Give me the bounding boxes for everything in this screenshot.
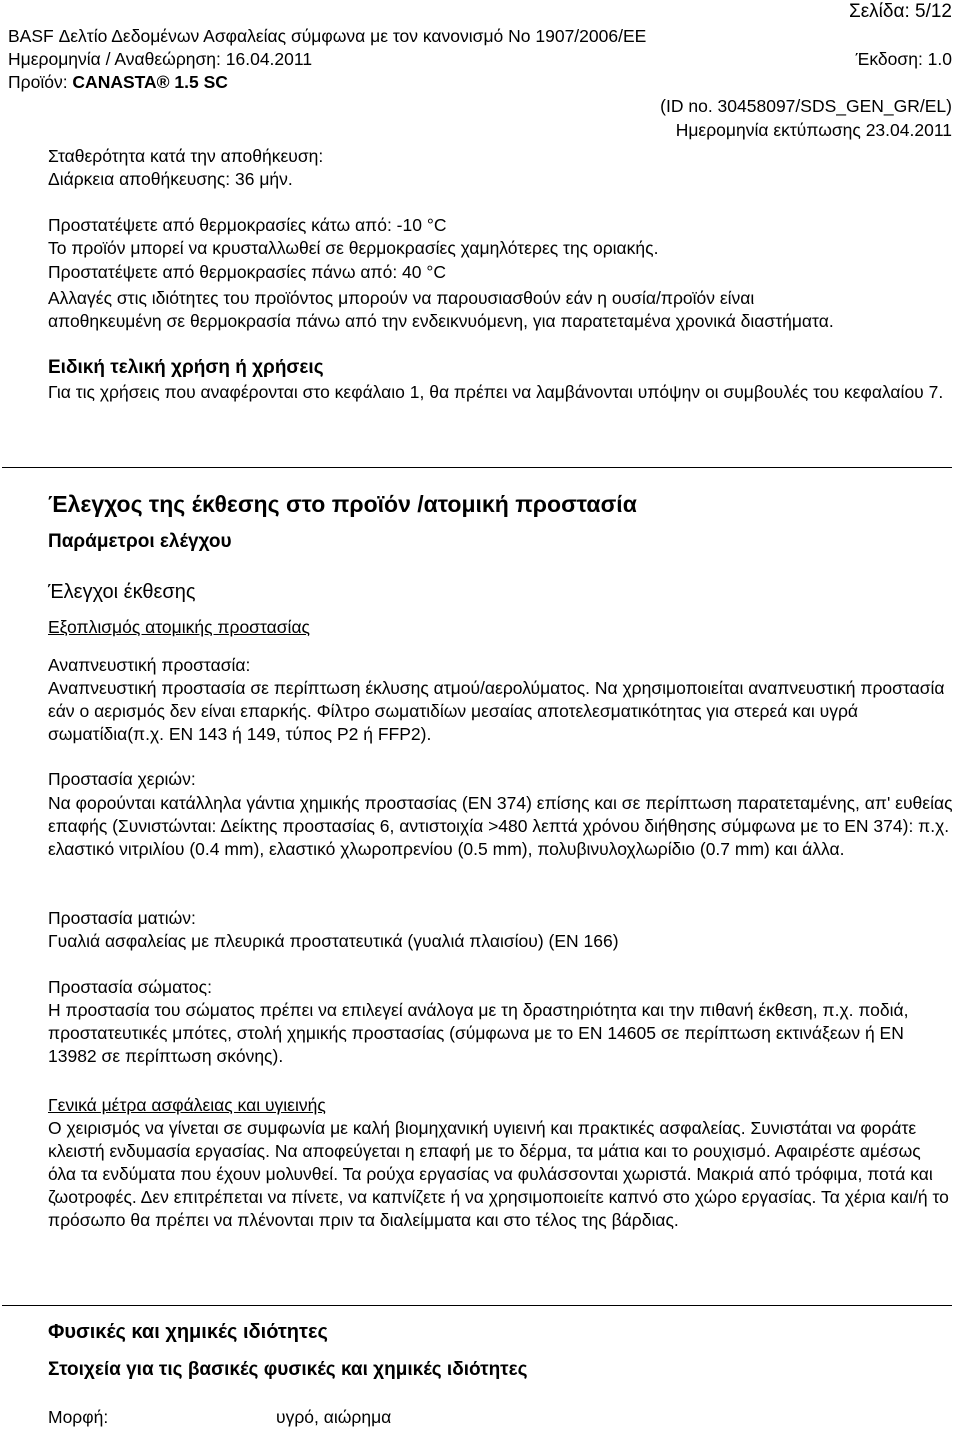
section-divider bbox=[2, 1305, 952, 1306]
section-9-subtitle: Στοιχεία για τις βασικές φυσικές και χημικές ιδιότητες bbox=[48, 1359, 528, 1380]
end-use-heading: Ειδική τελική χρήση ή χρήσεις bbox=[48, 357, 324, 378]
ppe-heading: Εξοπλισμός ατομικής προστασίας bbox=[48, 617, 310, 637]
storage-stability-label: Σταθερότητα κατά την αποθήκευση: bbox=[48, 146, 324, 166]
document-title: BASF Δελτίο Δεδομένων Ασφαλείας σύμφωνα με τον κανονισμό No 1907/2006/ΕΕ bbox=[8, 26, 647, 46]
respiratory-text: Αναπνευστική προστασία σε περίπτωση έκλυσης ατμού/αερολύματος. Να χρησιμοποιείται αναπνευστική προστασία εάν ο αερισμός δεν είναι επαρκής. Φίλτρο σωματιδίων μεσαίας αποτελεσματικότητας για στερεά και υγρά σωματίδια(π.χ. EN 143 ή 149, τύπος P2 ή FFP2). bbox=[48, 678, 945, 744]
hygiene-heading: Γενικά μέτρα ασφάλειας και υγιεινής bbox=[48, 1095, 326, 1115]
product-name: CANASTA® 1.5 SC bbox=[72, 72, 228, 92]
id-number: (ID no. 30458097/SDS_GEN_GR/EL) bbox=[660, 96, 952, 116]
section-9-title: Φυσικές και χημικές ιδιότητες bbox=[48, 1321, 328, 1343]
storage-line: Αλλαγές στις ιδιότητες του προϊόντος μπορούν να παρουσιασθούν εάν η ουσία/προϊόν είναι bbox=[48, 288, 755, 308]
form-label: Μορφή: bbox=[48, 1407, 109, 1427]
exposure-controls-heading: Έλεγχοι έκθεσης bbox=[48, 581, 196, 603]
print-date: Ημερομηνία εκτύπωσης 23.04.2011 bbox=[675, 120, 952, 140]
body-text: Η προστασία του σώματος πρέπει να επιλεγεί ανάλογα με τη δραστηριότητα και την πιθανή έκθεση, π.χ. ποδιά, προστατευτικές μπότες, στολή χημικής προστασίας (σύμφωνα με το EN 14605 σε περίπτωση εκτινάξεων ή EN 13982 σε περίπτωση σκόνης). bbox=[48, 1000, 909, 1066]
product-line bbox=[8, 71, 228, 94]
eye-label: Προστασία ματιών: bbox=[48, 908, 196, 928]
revision-date: Ημερομηνία / Αναθεώρηση: 16.04.2011 bbox=[8, 49, 313, 69]
section-divider bbox=[2, 467, 952, 468]
form-value: υγρό, αιώρημα bbox=[276, 1407, 392, 1427]
respiratory-label: Αναπνευστική προστασία: bbox=[48, 655, 251, 675]
storage-line: Προστατέψετε από θερμοκρασίες κάτω από: -10 °C bbox=[48, 215, 447, 235]
storage-line: Το προϊόν μπορεί να κρυσταλλωθεί σε θερμοκρασίες χαμηλότερες της οριακής. bbox=[48, 238, 659, 258]
hygiene-text: Ο χειρισμός να γίνεται σε συμφωνία με καλή βιομηχανική υγιεινή και πρακτικές ασφαλείας. Συνιστάται να φοράτε κλειστή ενδυμασία εργασίας. Να αποφεύγεται η επαφή με το δέρμα, τα μάτια και το ρουχισμό. Αφαιρέστε αμέσως όλα τα ενδύματα που έχουν μολυνθεί. Τα ρούχα εργασίας να φυλάσσονται χωριστά. Μακριά από τρόφιμα, ποτά και ζωοτροφές. Δεν επιτρέπεται να πίνετε, να καπνίζετε ή να χρησιμοποιείτε καπνό στο χώρο εργασίας. Τα χέρια και/ή το πρόσωπο θα πρέπει να πλένονται πριν τα διαλείμματα και στο τέλος της βάρδιας. bbox=[48, 1118, 949, 1230]
storage-duration: Διάρκεια αποθήκευσης: 36 μήν. bbox=[48, 169, 293, 189]
body-label: Προστασία σώματος: bbox=[48, 977, 212, 997]
storage-line: Προστατέψετε από θερμοκρασίες πάνω από: 40 °C bbox=[48, 262, 447, 282]
eye-text: Γυαλιά ασφαλείας με πλευρικά προστατευτικά (γυαλιά πλαισίου) (EN 166) bbox=[48, 931, 619, 951]
storage-line: αποθηκευμένη σε θερμοκρασία πάνω από την ενδεικνυόμενη, για παρατεταμένα χρονικά διαστήματα. bbox=[48, 311, 834, 331]
control-parameters-heading: Παράμετροι ελέγχου bbox=[48, 531, 232, 552]
version: Έκδοση: 1.0 bbox=[855, 49, 952, 69]
end-use-text: Για τις χρήσεις που αναφέρονται στο κεφάλαιο 1, θα πρέπει να λαμβάνονται υπόψην οι συμβουλές του κεφαλαίου 7. bbox=[48, 382, 944, 402]
section-8-title: Έλεγχος της έκθεσης στο προϊόν /ατομική προστασία bbox=[48, 491, 637, 517]
hand-text: Να φορούνται κατάλληλα γάντια χημικής προστασίας (EN 374) επίσης και σε περίπτωση παρατεταμένης, απ' ευθείας επαφής (Συνιστώνται: Δείκτης προστασίας 6, αντιστοιχία >480 λεπτά χρόνου διήθησης σύμφωνα με το EN 374): π.χ. ελαστικό νιτριλίου (0.4 mm), ελαστικό χλωροπρενίου (0.5 mm), πολυβινυλοχλωρίδιο (0.7 mm) και άλλα. bbox=[48, 793, 953, 859]
page-number: Σελίδα: 5/12 bbox=[848, 1, 952, 22]
hand-label: Προστασία χεριών: bbox=[48, 769, 196, 789]
product-label: Προϊόν: bbox=[8, 72, 73, 92]
